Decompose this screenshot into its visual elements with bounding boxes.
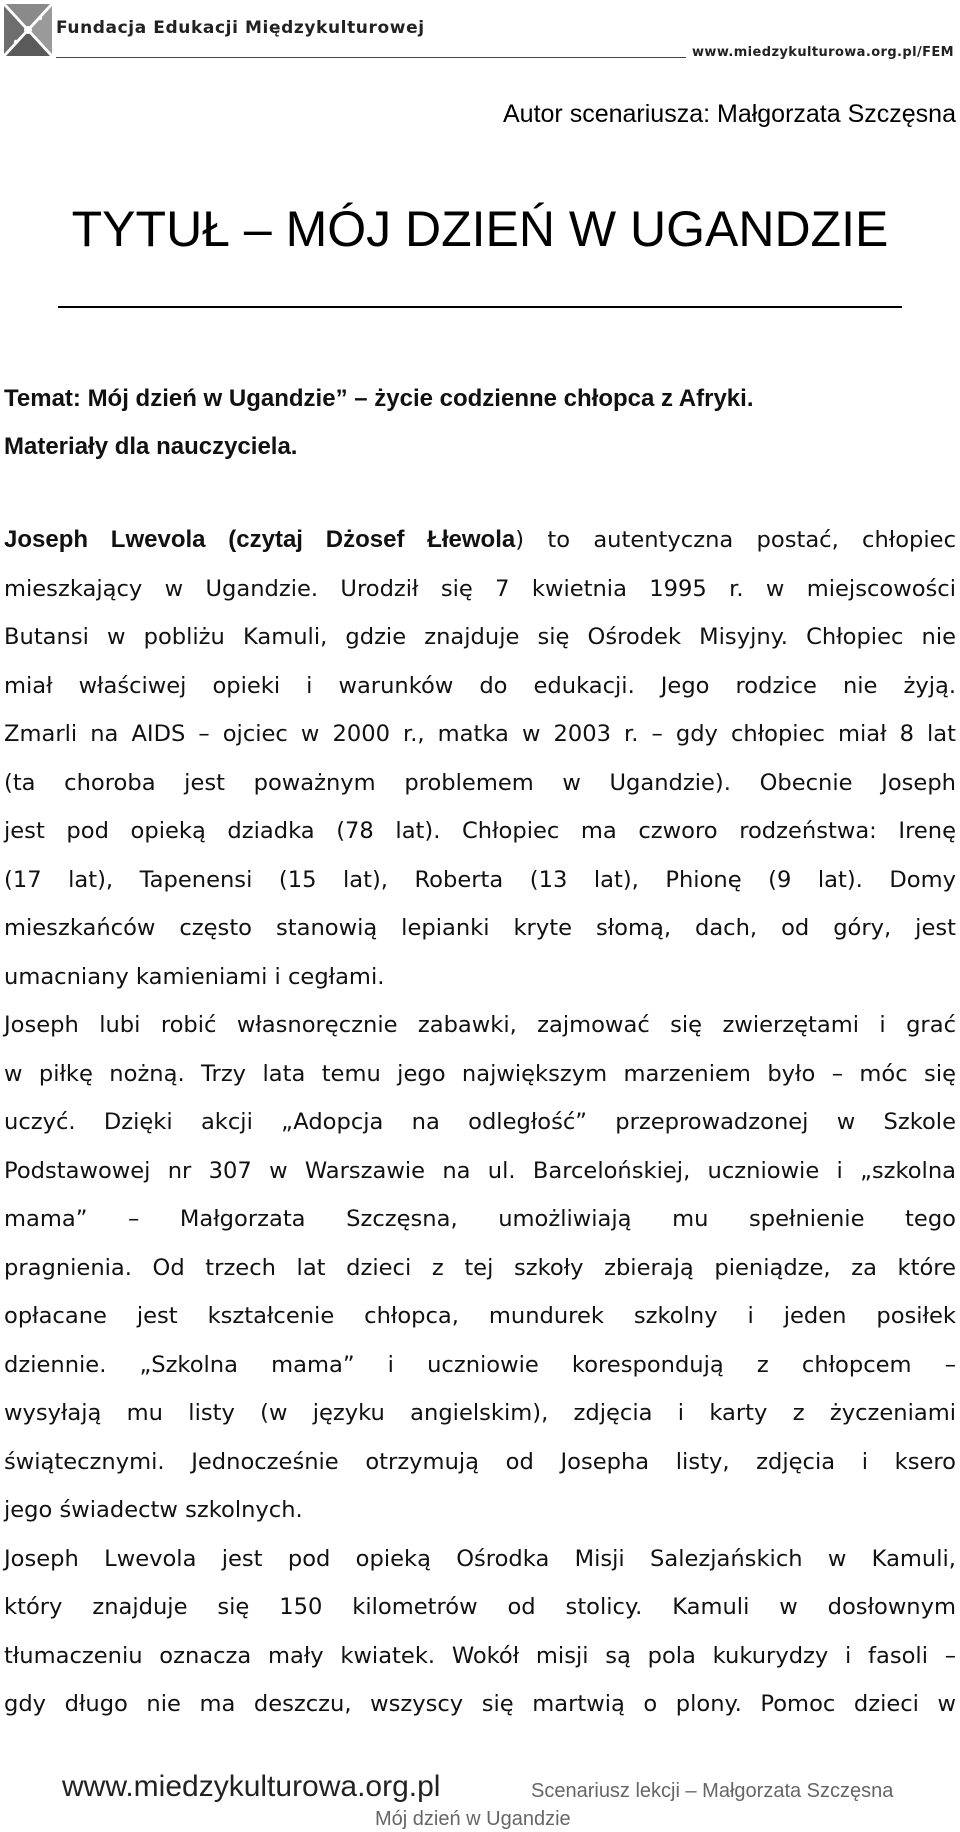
body-text — [4, 516, 956, 1729]
footer-url: www.miedzykulturowa.org.pl — [62, 1770, 441, 1803]
text-line: który znajduje się 150 kilometrów od stolicy. Kamuli w dosłownym — [4, 1594, 956, 1620]
text-line: mieszkańców często stanowią lepianki kryte słomą, dach, od góry, jest — [4, 915, 956, 941]
text-line: dziennie. „Szkolna mama” i uczniowie korespondują z chłopcem – — [4, 1351, 956, 1378]
text-line: gdy długo nie ma deszczu, wszyscy się martwią o plony. Pomoc dzieci w — [4, 1691, 956, 1717]
header-url: www.miedzykulturowa.org.pl/FEM — [692, 45, 954, 60]
text-line: wysyłają mu listy (w języku angielskim), zdjęcia i karty z życzeniami — [4, 1400, 956, 1426]
text-line: w piłkę nożną. Trzy lata temu jego największym marzeniem było – móc się — [4, 1060, 956, 1087]
page-header — [0, 0, 960, 70]
author-line: Autor scenariusza: Małgorzata Szczęsna — [503, 100, 956, 128]
header-divider — [56, 57, 686, 58]
text-line: mieszkający w Ugandzie. Urodził się 7 kwietnia 1995 r. w miejscowości — [4, 575, 956, 602]
text-line: Joseph lubi robić własnoręcznie zabawki, zajmować się zwierzętami i grać — [4, 1012, 956, 1038]
text-line: Podstawowej nr 307 w Warszawie na ul. Barcelońskiej, uczniowie i „szkolna — [4, 1157, 956, 1184]
topic-materials: Materiały dla nauczyciela. — [4, 433, 298, 460]
text-line: Joseph Lwevola jest pod opieką Ośrodka Misji Salezjańskich w Kamuli, — [4, 1545, 956, 1572]
text-line: pragnienia. Od trzech lat dzieci z tej szkoły zbierają pieniądze, za które — [4, 1254, 956, 1281]
text-line: miał właściwej opieki i warunków do edukacji. Jego rodzice nie żyją. — [4, 672, 956, 699]
intro-rest: ) to autentyczna postać, chłopiec — [515, 527, 956, 553]
page-footer — [0, 1770, 960, 1832]
text-line: jest pod opieką dziadka (78 lat). Chłopiec ma czworo rodzeństwa: Irenę — [4, 818, 956, 844]
organization-name: Fundacja Edukacji Międzykulturowej — [56, 18, 425, 38]
footer-credit: Scenariusz lekcji – Małgorzata Szczęsna — [531, 1780, 894, 1802]
title-underline — [58, 306, 902, 308]
text-line: jego świadectw szkolnych. — [4, 1497, 303, 1523]
text-line: Butansi w pobliżu Kamuli, gdzie znajduje się Ośrodek Misyjny. Chłopiec nie — [4, 624, 956, 650]
text-line: Zmarli na AIDS – ojciec w 2000 r., matka w 2003 r. – gdy chłopiec miał 8 lat — [4, 721, 956, 747]
footer-subtitle: Mój dzień w Ugandzie — [375, 1808, 571, 1830]
text-line: świątecznymi. Jednocześnie otrzymują od Josepha listy, zdjęcia i ksero — [4, 1448, 956, 1475]
foundation-logo-icon — [2, 2, 54, 58]
topic-line: Temat: Mój dzień w Ugandzie” – życie codzienne chłopca z Afryki. — [4, 385, 754, 412]
text-line: mama” – Małgorzata Szczęsna, umożliwiają mu spełnienie tego — [4, 1206, 956, 1232]
intro-name: Joseph Lwevola (czytaj Dżosef Łłewola — [4, 526, 516, 553]
text-line: tłumaczeniu oznacza mały kwiatek. Wokół misji są pola kukurydzy i fasoli – — [4, 1642, 956, 1669]
topic-block — [4, 375, 753, 471]
text-line: (17 lat), Tapenensi (15 lat), Roberta (13 lat), Phionę (9 lat). Domy — [4, 866, 956, 893]
text-line: opłacane jest kształcenie chłopca, mundurek szkolny i jeden posiłek — [4, 1303, 956, 1329]
intro-line — [4, 516, 956, 565]
text-line: (ta choroba jest poważnym problemem w Ugandzie). Obecnie Joseph — [4, 769, 956, 796]
text-line: uczyć. Dzięki akcji „Adopcja na odległość” przeprowadzonej w Szkole — [4, 1109, 956, 1135]
text-line: umacniany kamieniami i cegłami. — [4, 963, 385, 990]
page-title: TYTUŁ – MÓJ DZIEŃ W UGANDZIE — [71, 201, 889, 257]
